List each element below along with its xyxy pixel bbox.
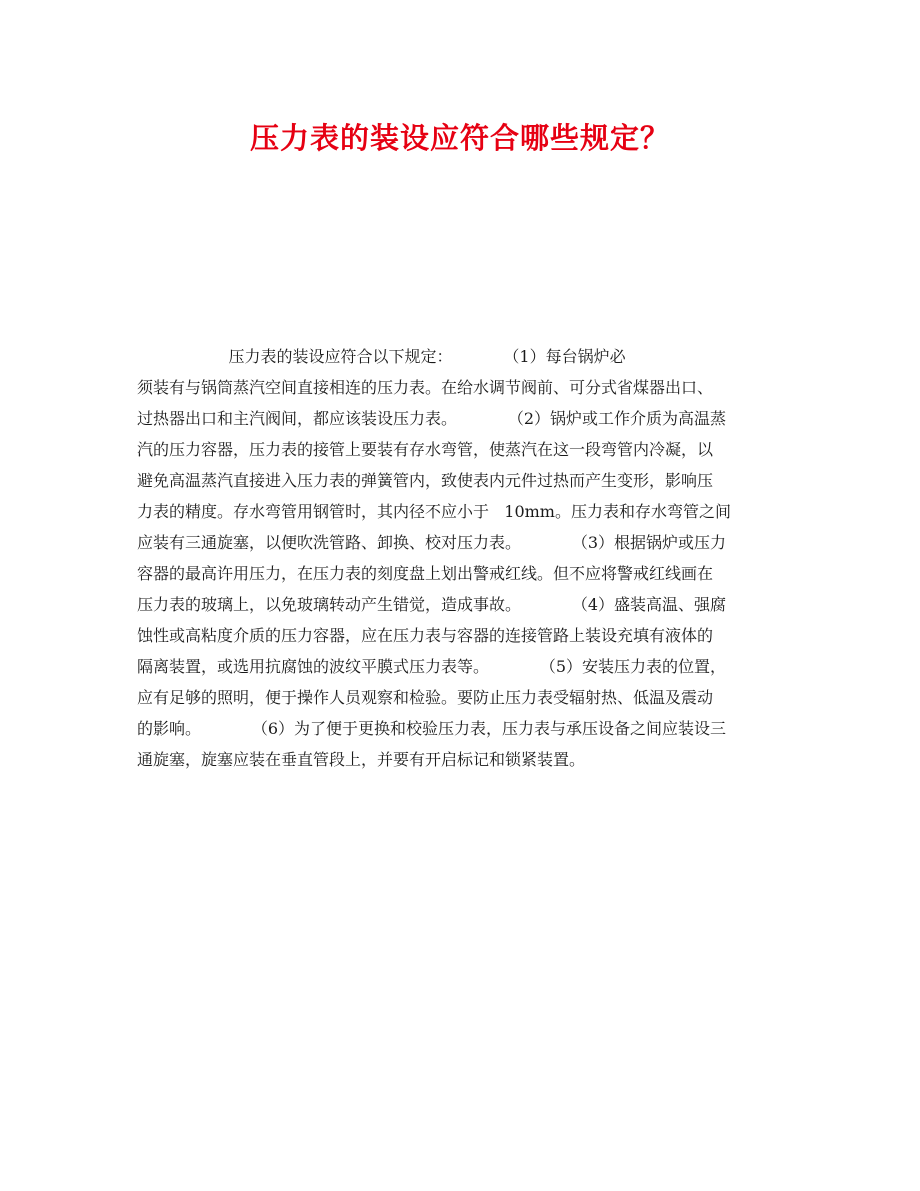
text-line: 须装有与锅筒蒸汽空间直接相连的压力表。在给水调节阀前、可分式省煤器出口、 — [137, 378, 714, 397]
text-line: 汽的压力容器，压力表的接管上要装有存水弯管，使蒸汽在这一段弯管内冷凝，以 — [137, 440, 714, 459]
text-line: 避免高温蒸汽直接进入压力表的弹簧管内，致使表内元件过热而产生变形，影响压 — [137, 471, 714, 490]
page-title: 压力表的装设应符合哪些规定？ — [249, 121, 670, 155]
text-line: 隔离装置，或选用抗腐蚀的波纹平膜式压力表等。 （5）安装压力表的位置， — [137, 657, 727, 676]
text-line: 压力表的装设应符合以下规定： （1）每台锅炉必 — [137, 347, 626, 366]
text-line: 压力表的玻璃上，以免玻璃转动产生错觉，造成事故。 （4）盛装高温、强腐 — [137, 595, 727, 614]
text-line: 应装有三通旋塞，以便吹洗管路、卸换、校对压力表。 （3）根据锅炉或压力 — [137, 533, 727, 552]
text-line: 蚀性或高粘度介质的压力容器，应在压力表与容器的连接管路上装设充填有液体的 — [137, 626, 714, 645]
text-line: 力表的精度。存水弯管用钢管时，其内径不应小于 10mm。压力表和存水弯管之间 — [137, 502, 731, 521]
text-line: 应有足够的照明，便于操作人员观察和检验。要防止压力表受辐射热、低温及震动 — [137, 688, 714, 707]
text-line: 的影响。 （6）为了便于更换和校验压力表，压力表与承压设备之间应装设三 — [137, 719, 727, 738]
text-line: 通旋塞，旋塞应装在垂直管段上，并要有开启标记和锁紧装置。 — [137, 750, 586, 769]
text-line: 容器的最高许用压力，在压力表的刻度盘上划出警戒红线。但不应将警戒红线画在 — [137, 564, 714, 583]
text-line: 过热器出口和主汽阀间，都应该装设压力表。 （2）锅炉或工作介质为高温蒸 — [137, 409, 727, 428]
body-paragraph — [137, 341, 785, 775]
